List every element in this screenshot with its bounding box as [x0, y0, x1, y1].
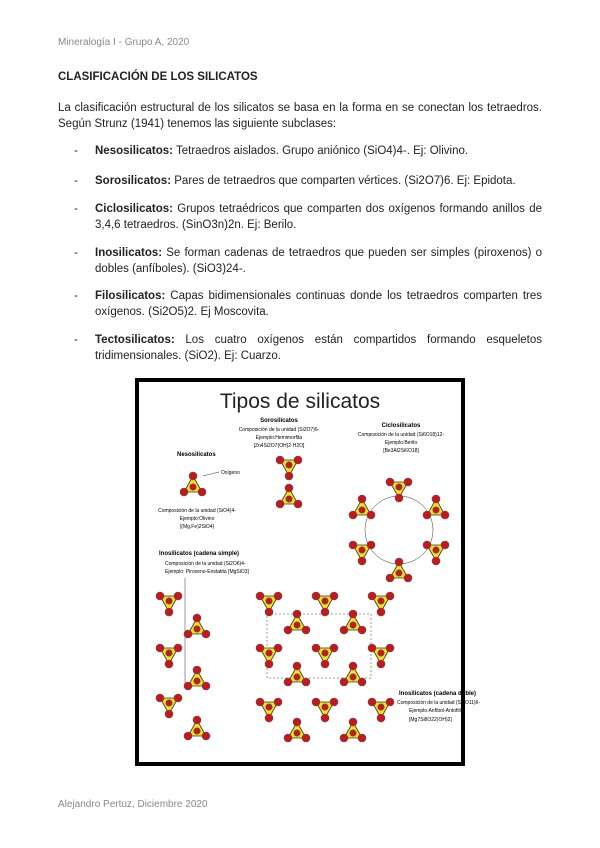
soro-l2: Ejemplo:Hemimorfita	[255, 435, 303, 441]
item-name: Inosilicatos:	[95, 247, 163, 259]
ino-simple-chain	[156, 578, 210, 740]
item-name: Nesosilicatos:	[95, 145, 173, 157]
item-text: Los cuatro oxígenos están compartidos formando esqueletos tridimensionales. (SiO2). Ej: Cuarzo.	[95, 334, 542, 362]
item-text: Pares de tetraedros que comparten vértices. (Si2O7)6. Ej: Epidota.	[171, 175, 516, 187]
neso-tetra	[180, 472, 206, 496]
ino-double-chain	[256, 592, 394, 742]
ciclo-ring	[349, 478, 449, 582]
figure-title: Tipos de silicatos	[219, 390, 381, 413]
section-title: CLASIFICACIÓN DE LOS SILICATOS	[58, 71, 258, 83]
list-item: - Sorosilicatos: Pares de tetraedros que comparten vértices. (Si2O7)6. Ej: Epidota.	[74, 175, 516, 187]
ino-simple-l1: Composición de la unidad (Si2O6)4-	[165, 561, 246, 567]
list-item: - Tectosilicatos: Los cuatro oxígenos están compartidos formando esqueletos tridimensionales. (SiO2). Ej: Cuarzo.	[74, 334, 542, 362]
ino-doble-label: Inosilicatos (cadena doble)	[399, 691, 477, 697]
soro-l3: [Zn4Si2O7(OH)2·H2O]	[253, 443, 305, 449]
item-text: Se forman cadenas de tetraedros que pueden ser simples (piroxenos) o dobles (anfíboles). (SiO3)24-.	[95, 247, 542, 275]
list-item: - Inosilicatos: Se forman cadenas de tetraedros que pueden ser simples (piroxenos) o dobles (anfíboles). (SiO3)24-.	[74, 247, 542, 275]
page-header: Mineralogía I - Grupo A, 2020	[58, 37, 190, 48]
item-name: Ciclosilicatos:	[95, 203, 173, 215]
ciclo-l3: [Be3Al2Si6O18]	[383, 448, 419, 454]
neso-label: Nesosilicatos	[177, 452, 216, 458]
neso-l2: Ejemplo:Olivino	[179, 516, 215, 522]
page-footer: Alejandro Pertuz, Diciembre 2020	[58, 799, 208, 810]
ino-doble-l1: Composición de la unidad (Si4O11)6-	[397, 700, 481, 706]
soro-l1: Composición de la unidad (Si2O7)6-	[238, 427, 320, 433]
list-item: - Ciclosilicatos: Grupos tetraédricos que comparten dos oxígenos formando anillos de 3,4,6 tetraedros. (SinO3n)2n. Ej: Berilo.	[74, 203, 542, 231]
ino-doble-l3: [Mg7Si8O22(OH)2]	[409, 717, 452, 723]
soro-label: Sorosilicatos	[260, 418, 298, 424]
item-text: Tetraedros aislados. Grupo aniónico (SiO4)4-. Ej: Olivino.	[172, 145, 469, 157]
item-text: Grupos tetraédricos que comparten dos oxígenos formando anillos de 3,4,6 tetraedros. (SinO3n)2n. Ej: Berilo.	[95, 203, 542, 231]
ciclo-label: Ciclosilicatos	[381, 423, 421, 429]
list-item: - Nesosilicatos: Tetraedros aislados. Grupo aniónico (SiO4)4-. Ej: Olivino.	[74, 145, 469, 157]
silicate-types-figure	[135, 378, 481, 766]
item-name: Filosilicatos:	[95, 290, 166, 302]
list-item: - Filosilicatos: Capas bidimensionales continuas donde los tetraedros comparten tres oxígenos. (Si2O5)2. Ej Moscovita.	[74, 290, 542, 318]
neso-oxygen: Oxígeno	[221, 470, 240, 476]
ino-simple-label: Inosilicatos (cadena simple)	[159, 551, 240, 557]
ciclo-l2: Ejemplo:Berilo	[384, 440, 418, 446]
item-text: Capas bidimensionales continuas donde los tetraedros comparten tres oxígenos. (Si2O5)2. Ej Moscovita.	[95, 290, 542, 318]
ino-simple-l2: Ejemplo: Piroxeno-Enstatita [MgSiO3]	[165, 569, 249, 575]
soro-tetra-1	[276, 456, 302, 480]
neso-l1: Composición de la unidad (SiO4)4-	[158, 508, 236, 514]
item-name: Tectosilicatos:	[95, 334, 175, 346]
neso-l3: ((Mg,Fe)2SiO4)	[179, 524, 215, 530]
ciclo-l1: Composición de la unidad (Si6O18)12-	[357, 432, 445, 438]
figure-svg	[139, 382, 481, 762]
ino-doble-l2: Ejemplo:Anfíbol-Antofilita	[409, 708, 465, 714]
soro-tetra-2	[276, 484, 302, 508]
intro-paragraph: La clasificación estructural de los silicatos se basa en la forma en se conectan los tetraedros. Según Strunz (1941) tenemos las siguiente subclases:	[58, 102, 542, 130]
item-name: Sorosilicatos:	[95, 175, 172, 187]
